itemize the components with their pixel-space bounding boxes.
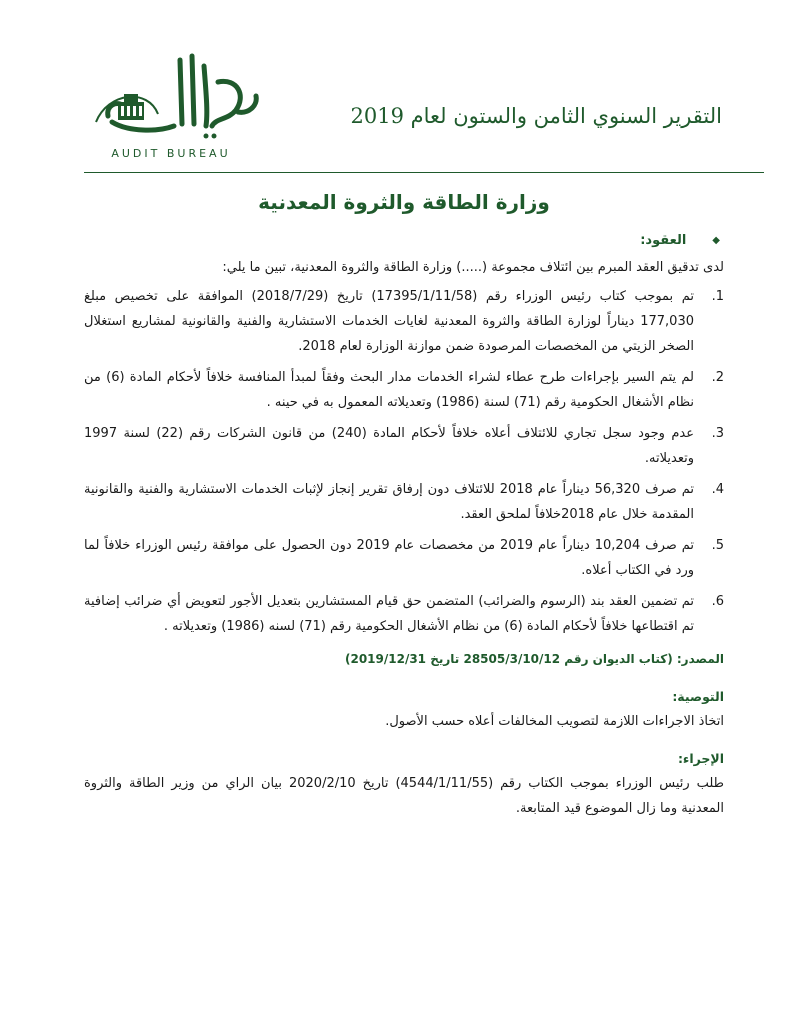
recommendation-heading: التوصية: — [672, 689, 724, 704]
diamond-bullet-icon: ◆ — [712, 235, 720, 246]
list-item — [84, 365, 724, 415]
header-divider — [84, 172, 764, 173]
item-text: تم صرف 56,320 ديناراً عام 2018 للائتلاف دون إرفاق تقرير إنجاز لإثبات الخدمات الاستشارية والفنية والقانونية المقدمة خلال عام 2018خلافاً لملحق العقد. — [84, 482, 694, 522]
item-text: تم بموجب كتاب رئيس الوزراء رقم (17395/1/11/58) تاريخ (2018/7/29) الموافقة على تخصيص مبلغ 177,030 ديناراً لوزارة الطاقة والثروة المعدنية لغايات الخدمات الاستشارية والفنية والقانونية لمشاريع استغلال الصخر الزيتي من المخصصات المرصودة ضمن موازنة الوزارة لعام 2018. — [84, 289, 694, 354]
item-number: 1. — [711, 289, 724, 304]
report-body — [84, 228, 724, 821]
item-text: لم يتم السير بإجراءات طرح عطاء لشراء الخدمات مدار البحث وفقاً لمبدأ المنافسة خلافاً لأحكام المادة (6) من نظام الأشغال الحكومية رقم (71) لسنة (1986) وتعديلاته المعمول به في حينه . — [84, 370, 694, 410]
report-title: التقرير السنوي الثامن والستون لعام 2019 — [350, 104, 722, 128]
action-text: طلب رئيس الوزراء بموجب الكتاب رقم (4544/1/11/55) تاريخ 2020/2/10 بيان الراي من وزير الطاقة والثروة المعدنية وما زال الموضوع قيد المتابعة. — [84, 776, 725, 816]
item-number: 5. — [711, 538, 724, 553]
item-text: عدم وجود سجل تجاري للائتلاف أعلاه خلافاً لأحكام المادة (240) من قانون الشركات رقم (22) لسنة 1997 وتعديلاته. — [84, 426, 694, 466]
list-item — [84, 477, 724, 527]
list-item — [84, 421, 724, 471]
list-item — [84, 284, 724, 359]
item-number: 4. — [711, 482, 724, 497]
contracts-heading-row — [84, 228, 720, 253]
contracts-intro: لدى تدقيق العقد المبرم بين ائتلاف مجموعة (.....) وزارة الطاقة والثروة المعدنية، تبين ما يلي: — [222, 260, 724, 275]
contracts-heading: العقود: — [640, 233, 687, 248]
item-number: 3. — [711, 426, 724, 441]
recommendation-text: اتخاذ الاجراءات اللازمة لتصويب المخالفات أعلاه حسب الأصول. — [385, 714, 724, 729]
item-number: 6. — [711, 594, 724, 609]
list-item — [84, 589, 724, 639]
item-text: تم تضمين العقد بند (الرسوم والضرائب) المتضمن حق قيام المستشارين بتعديل الأجور لتعويض أي ضرائب إضافية تم اقتطاعها خلافاً لأحكام المادة (6) من نظام الأشغال الحكومية رقم (71) لسنه (1986) وتعديلاته . — [84, 594, 694, 634]
report-header — [0, 0, 808, 180]
list-item — [84, 533, 724, 583]
item-text: تم صرف 10,204 ديناراً عام 2019 من مخصصات عام 2019 دون الحصول على موافقة رئيس الوزراء خلافاً لما ورد في الكتاب أعلاه. — [84, 538, 694, 578]
action-heading: الإجراء: — [677, 751, 724, 766]
logo-caption: AUDIT BUREAU — [111, 147, 231, 160]
source-reference: المصدر: (كتاب الديوان رقم 28505/3/10/12 تاريخ 2019/12/31) — [344, 652, 724, 666]
findings-list — [84, 284, 724, 639]
item-number: 2. — [711, 370, 724, 385]
ministry-title: وزارة الطاقة والثروة المعدنية — [258, 190, 550, 214]
